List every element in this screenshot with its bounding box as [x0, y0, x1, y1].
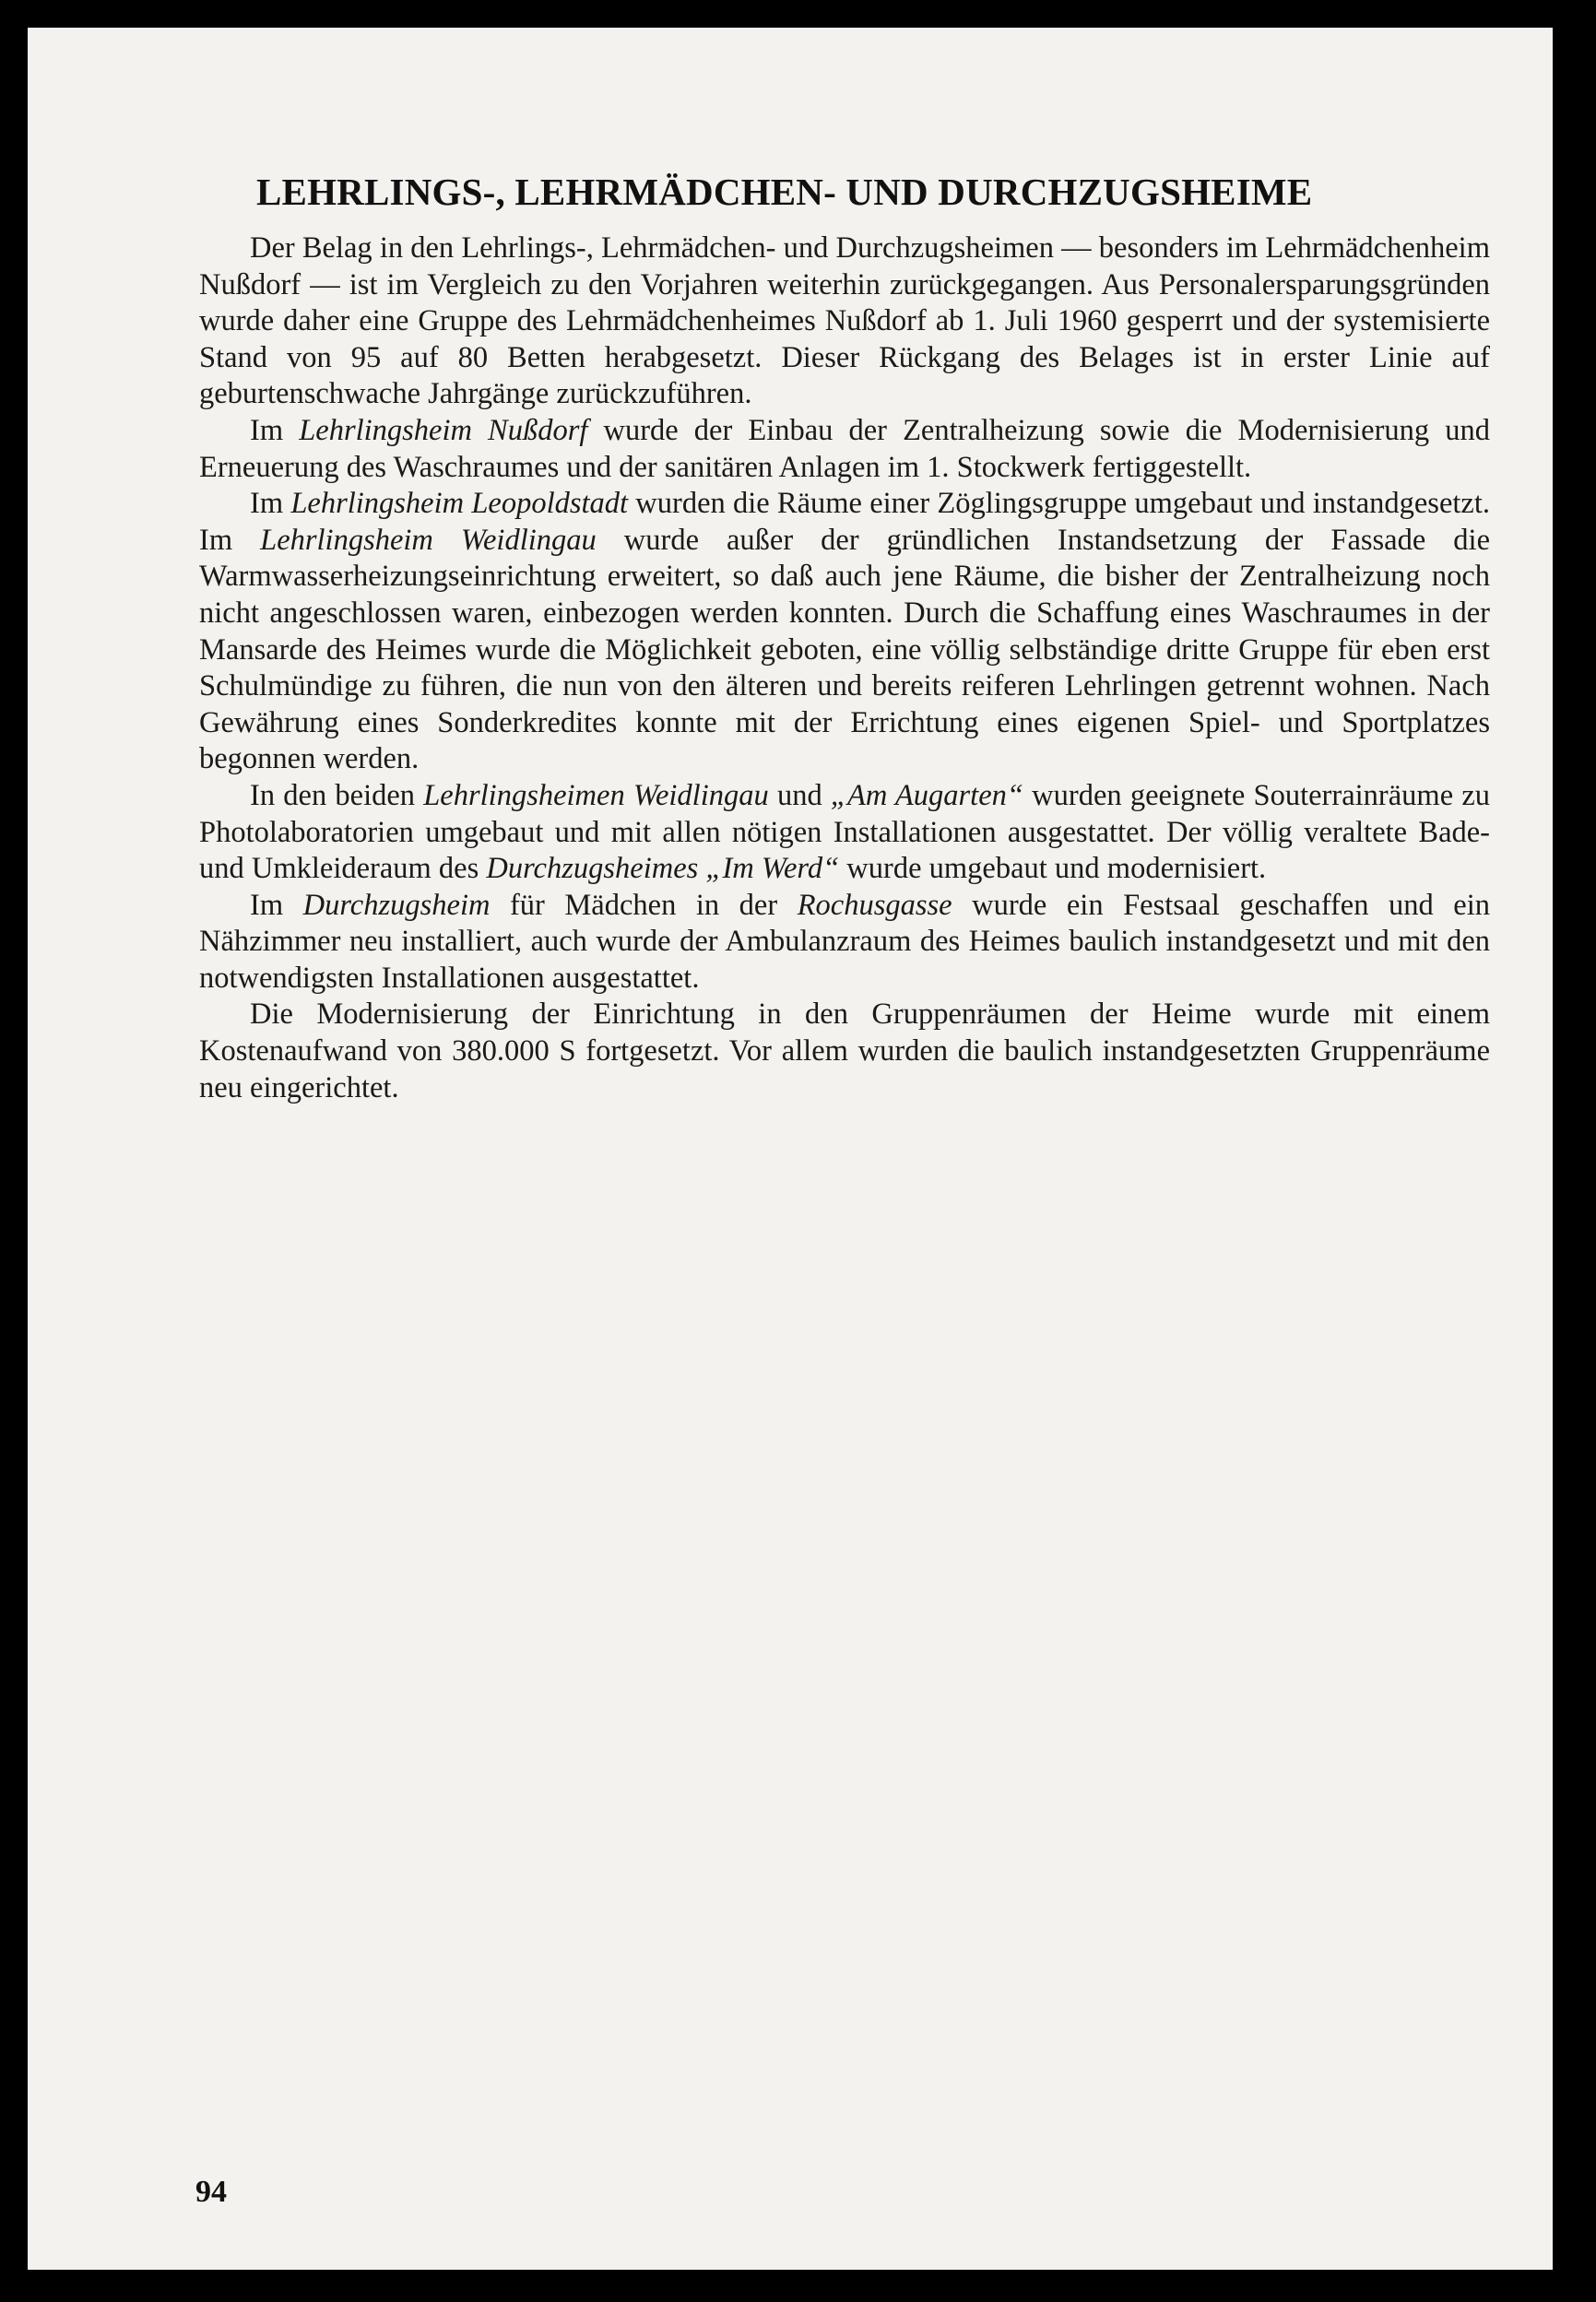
text-run: wurde ein Festsaal geschaffen und ein Nähzimmer neu installiert, auch wurde der Ambulanzraum des Heimes baulich instandgesetzt und mit den notwendigsten Installationen ausgestattet.: [199, 888, 1490, 995]
text-run: wurden geeignete Souterrainräume zu Photolaboratorien umgebaut und mit allen nötigen Installationen ausgestattet. Der völlig veraltete Bade- und Umkleideraum des: [199, 778, 1490, 886]
text-run: wurde außer der gründlichen Instandsetzung der Fassade die Warmwasserheizungseinrichtung erweitert, so daß auch jene Räume, die bisher der Zentralheizung noch nicht angeschlossen waren, einbezogen werden konnten. Durch die Schaffung eines Waschraumes in der Mansarde des Heimes wurde die Möglichkeit geboten, eine völlig selbständige dritte Gruppe für eben erst Schulmündige zu führen, die nun von den älteren und bereits reiferen Lehrlingen getrennt wohnen. Nach Gewährung eines Sonderkredites konnte mit der Errichtung eines eigenen Spiel- und Sportplatzes begonnen werden.: [199, 523, 1490, 776]
italic-text-run: „Am Augarten“: [830, 778, 1023, 812]
italic-text-run: Durchzugsheim: [302, 888, 491, 922]
text-run: wurde der Einbau der Zentralheizung sowie die Modernisierung und Erneuerung des Waschraumes und der sanitären Anlagen im 1. Stockwerk fertiggestellt.: [199, 413, 1490, 484]
text-run: für Mädchen in der: [490, 888, 798, 922]
body-text: [199, 230, 1490, 1106]
paragraph: [199, 778, 1490, 888]
page-number: 94: [195, 2175, 227, 2209]
italic-text-run: Lehrlingsheimen Weidlingau: [423, 778, 769, 812]
text-run: Der Belag in den Lehrlings-, Lehrmädchen- und Durchzugsheimen — besonders im Lehrmädchenheim Nußdorf — ist im Vergleich zu den Vorjahren weiterhin zurückgegangen. Aus Personalersparungsgründen wurde daher eine Gruppe des Lehrmädchenheimes Nußdorf ab 1. Juli 1960 gesperrt und der systemisierte Stand von 95 auf 80 Betten herabgesetzt. Dieser Rückgang des Belages ist in erster Linie auf geburtenschwache Jahrgänge zurückzuführen.: [199, 231, 1490, 411]
paragraph: [199, 413, 1490, 486]
italic-text-run: Lehrlingsheim Leopoldstadt: [290, 487, 629, 521]
text-run: und: [768, 778, 831, 812]
paragraph: [199, 997, 1490, 1106]
text-run: Im: [250, 888, 303, 922]
text-run: Die Modernisierung der Einrichtung in den Gruppenräumen der Heime wurde mit einem Kostenaufwand von 380.000 S fortgesetzt. Vor allem wurden die baulich instandgesetzten Gruppenräume neu eingerichtet.: [199, 998, 1490, 1104]
italic-text-run: Rochusgasse: [797, 888, 952, 922]
italic-text-run: Durchzugsheimes „Im Werd“: [486, 852, 840, 886]
text-run: wurde umgebaut und modernisiert.: [839, 852, 1267, 886]
text-run: In den beiden: [250, 778, 424, 812]
paragraph: [199, 486, 1490, 778]
italic-text-run: Lehrlingsheim Weidlingau: [260, 523, 597, 557]
text-run: wurden die Räume einer Zöglingsgruppe umgebaut und instandgesetzt. Im: [199, 487, 1490, 557]
document-page: [28, 28, 1553, 2270]
text-run: Im: [250, 413, 300, 447]
paragraph: [199, 888, 1490, 998]
section-heading: LEHRLINGS-, LEHRMÄDCHEN- UND DURCHZUGSHEIME: [256, 171, 1313, 213]
italic-text-run: Lehrlingsheim Nußdorf: [299, 413, 588, 447]
paragraph: [199, 230, 1490, 413]
text-run: Im: [250, 487, 291, 521]
